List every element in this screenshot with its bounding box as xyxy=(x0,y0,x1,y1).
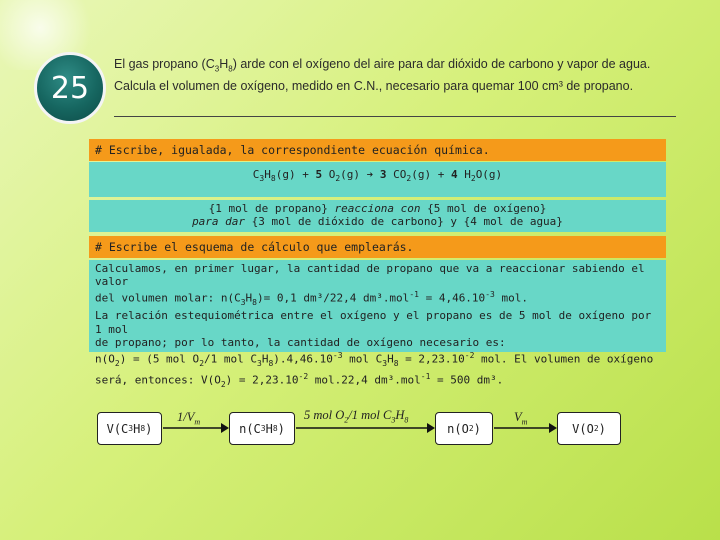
section-header-scheme: # Escribe el esquema de cálculo que emplearás. xyxy=(89,236,666,258)
scheme-label-stoichiometric-ratio: 5 mol $O_2/1$ mol $C_3H_8$ xyxy=(304,408,409,425)
scheme-arrow-icon xyxy=(494,421,557,435)
scheme-label-molar-volume: $V_m$ xyxy=(514,410,528,427)
scheme-box-volume-propane: V(C 3 H 8 ) xyxy=(97,412,162,445)
scheme-label-inverse-molar-volume: $1/V_m$ xyxy=(177,410,201,427)
scheme-arrow-icon xyxy=(163,421,229,435)
section-header-equation: # Escribe, igualada, la correspondiente ecuación química. xyxy=(89,139,666,161)
chemical-equation: $C_3H_8(g) + 5$ $O_2(g)$ ➔ 3 $CO_2(g) + 4$ $H_2O(g)$ xyxy=(89,162,666,197)
scheme-box-volume-oxygen: V(O 2 ) xyxy=(557,412,621,445)
calculation-text: Calculamos, en primer lugar, la cantidad de propano que va a reaccionar sabiendo el valor del volumen molar: $n(C_3H_8)= 0,1$ dm³/22,4 $dm^3.mol^{-1} = 4,46.10^{-3}$ mol. La relación estequiométrica entre el oxígeno y el propano es de 5 mol de oxígeno por 1 mol de propano; por lo tanto, la cantidad de oxígeno necesario es: $n(O_2) = (5$ mol $O_2/1$ mol $C_3H_8).4,46.10^{-3}$ mol $C_3H_8 = 2,23.10^{-2}$ mol. El volumen de oxígeno será, entonces: $V(O_2) = 2,23.10^{-2}$ mol.22,4 dm³.mol$^{-1}$ = 500 dm³. xyxy=(89,260,666,352)
divider xyxy=(114,116,676,117)
scheme-box-moles-oxygen: n(O 2 ) xyxy=(435,412,493,445)
mole-relation: {1 mol de propano} reacciona con {5 mol de oxígeno} para dar {3 mol de dióxido de carbono} y {4 mol de agua} xyxy=(89,200,666,232)
reaction-arrow-icon: ➔ xyxy=(366,168,374,181)
problem-number: 25 xyxy=(50,70,90,106)
scheme-arrow-icon xyxy=(296,421,435,435)
scheme-box-moles-propane: n(C 3 H 8 ) xyxy=(229,412,295,445)
problem-number-badge xyxy=(34,52,106,124)
problem-statement: El gas propano $(C_3H_8)$ arde con el oxígeno del aire para dar dióxido de carbono y vapor de agua. Calcula el volumen de oxígeno, medido en C.N., necesario para quemar 100 cm³ de propano. xyxy=(114,57,651,93)
